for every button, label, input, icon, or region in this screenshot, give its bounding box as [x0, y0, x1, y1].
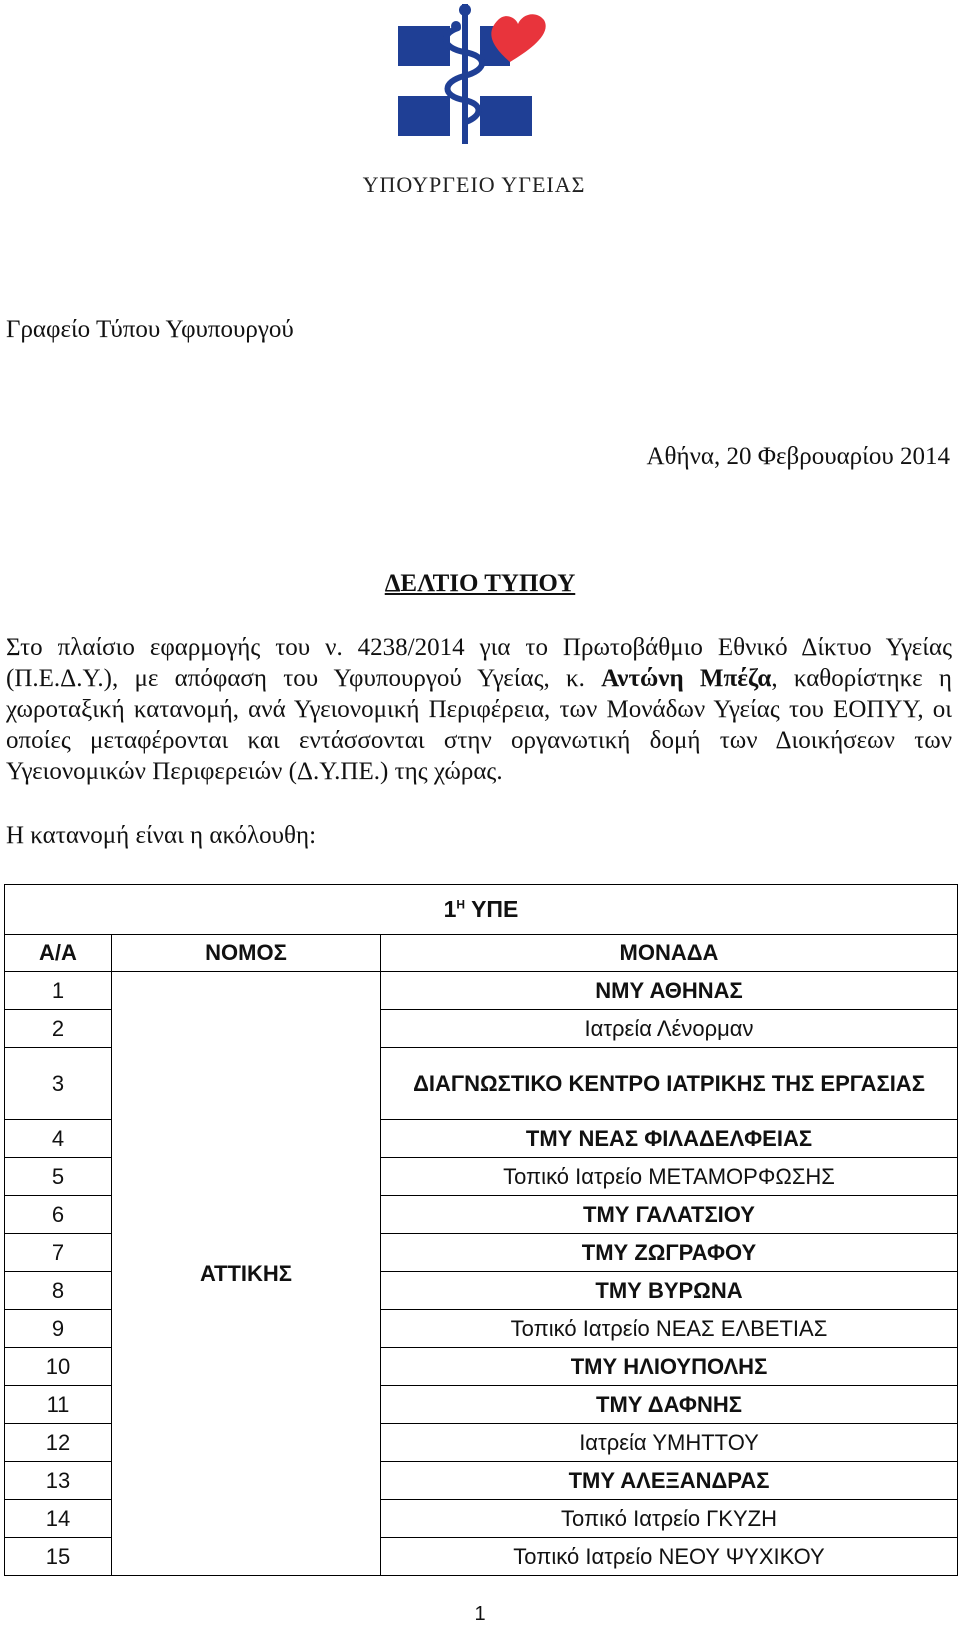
row-number: 7	[5, 1234, 112, 1272]
unit-name: ΤΜΥ ΑΛΕΞΑΝΔΡΑΣ	[381, 1462, 958, 1500]
unit-name: ΤΜΥ ΒΥΡΩΝΑ	[381, 1272, 958, 1310]
row-number: 3	[5, 1048, 112, 1120]
unit-name: ΤΜΥ ΖΩΓΡΑΦΟΥ	[381, 1234, 958, 1272]
table-row	[5, 972, 958, 1010]
unit-name: ΝΜΥ ΑΘΗΝΑΣ	[381, 972, 958, 1010]
row-number: 10	[5, 1348, 112, 1386]
unit-name: ΤΜΥ ΔΑΦΝΗΣ	[381, 1386, 958, 1424]
intro-paragraph	[6, 632, 952, 787]
unit-name: Τοπικό Ιατρείο ΝΕΑΣ ΕΛΒΕΤΙΑΣ	[381, 1310, 958, 1348]
ministry-logo	[344, 4, 604, 197]
row-number: 15	[5, 1538, 112, 1576]
row-number: 13	[5, 1462, 112, 1500]
unit-name: Ιατρεία ΥΜΗΤΤΟΥ	[381, 1424, 958, 1462]
unit-name: ΤΜΥ ΗΛΙΟΥΠΟΛΗΣ	[381, 1348, 958, 1386]
row-number: 8	[5, 1272, 112, 1310]
allocation-table	[4, 884, 958, 1576]
row-number: 9	[5, 1310, 112, 1348]
region-label: ΥΠΕ	[471, 896, 519, 922]
intro-text-before: Στο πλαίσιο εφαρμογής του ν. 4238/2014 για το Πρωτοβάθμιο Εθνικό Δίκτυο Υγείας (Π.Ε.Δ.Υ.), με απόφαση του Υφυπουργού Υγείας, κ.	[6, 634, 952, 692]
logo-cross-heart-icon	[398, 4, 550, 144]
unit-name: ΤΜΥ ΓΑΛΑΤΣΙΟΥ	[381, 1196, 958, 1234]
row-number: 6	[5, 1196, 112, 1234]
unit-name: Τοπικό Ιατρείο ΓΚΥΖΗ	[381, 1500, 958, 1538]
row-number: 11	[5, 1386, 112, 1424]
office-name: Γραφείο Τύπου Υφυπουργού	[6, 316, 294, 343]
region-number: 1	[443, 896, 457, 922]
ministry-name: ΥΠΟΥΡΓΕΙΟ ΥΓΕΙΑΣ	[362, 172, 586, 197]
row-number: 5	[5, 1158, 112, 1196]
region-header-row	[5, 885, 958, 935]
unit-name: ΤΜΥ ΝΕΑΣ ΦΙΛΑΔΕΛΦΕΙΑΣ	[381, 1120, 958, 1158]
intro-minister-name: Αντώνη Μπέζα	[601, 665, 772, 692]
row-number: 2	[5, 1010, 112, 1048]
page-number: 1	[474, 1603, 486, 1625]
row-number: 14	[5, 1500, 112, 1538]
unit-name: Ιατρεία Λένορμαν	[381, 1010, 958, 1048]
unit-name: ΔΙΑΓΝΩΣΤΙΚΟ ΚΕΝΤΡΟ ΙΑΤΡΙΚΗΣ ΤΗΣ ΕΡΓΑΣΙΑΣ	[381, 1048, 958, 1120]
row-number: 4	[5, 1120, 112, 1158]
row-number: 12	[5, 1424, 112, 1462]
intro-text-after: , καθορίστηκε η χωροταξική κατανομή, ανά Υγειονομική Περιφέρεια, των Μονάδων Υγείας του ΕΟΠΥΥ, οι οποίες μεταφέρονται και εντάσσονται στην οργανωτική δομή των Διοικήσεων των Υγειονομικών Περιφερειών (Δ.Υ.ΠΕ.) της χώρας.	[6, 665, 953, 785]
row-number: 1	[5, 972, 112, 1010]
page-title: ΔΕΛΤΙΟ ΤΥΠΟΥ	[384, 570, 576, 597]
unit-name: Τοπικό Ιατρείο ΝΕΟΥ ΨΥΧΙΚΟΥ	[381, 1538, 958, 1576]
column-header-row	[5, 935, 958, 972]
region-header	[5, 885, 958, 935]
column-header-nomos: ΝΟΜΟΣ	[112, 935, 381, 972]
column-header-monada: ΜΟΝΑΔΑ	[381, 935, 958, 972]
dateline: Αθήνα, 20 Φεβρουαρίου 2014	[646, 443, 950, 470]
lead-text: Η κατανομή είναι η ακόλουθη:	[6, 822, 317, 849]
prefecture-cell: ΑΤΤΙΚΗΣ	[112, 972, 381, 1576]
region-superscript: Η	[456, 897, 466, 912]
unit-name: Τοπικό Ιατρείο ΜΕΤΑΜΟΡΦΩΣΗΣ	[381, 1158, 958, 1196]
column-header-aa: Α/Α	[5, 935, 112, 972]
